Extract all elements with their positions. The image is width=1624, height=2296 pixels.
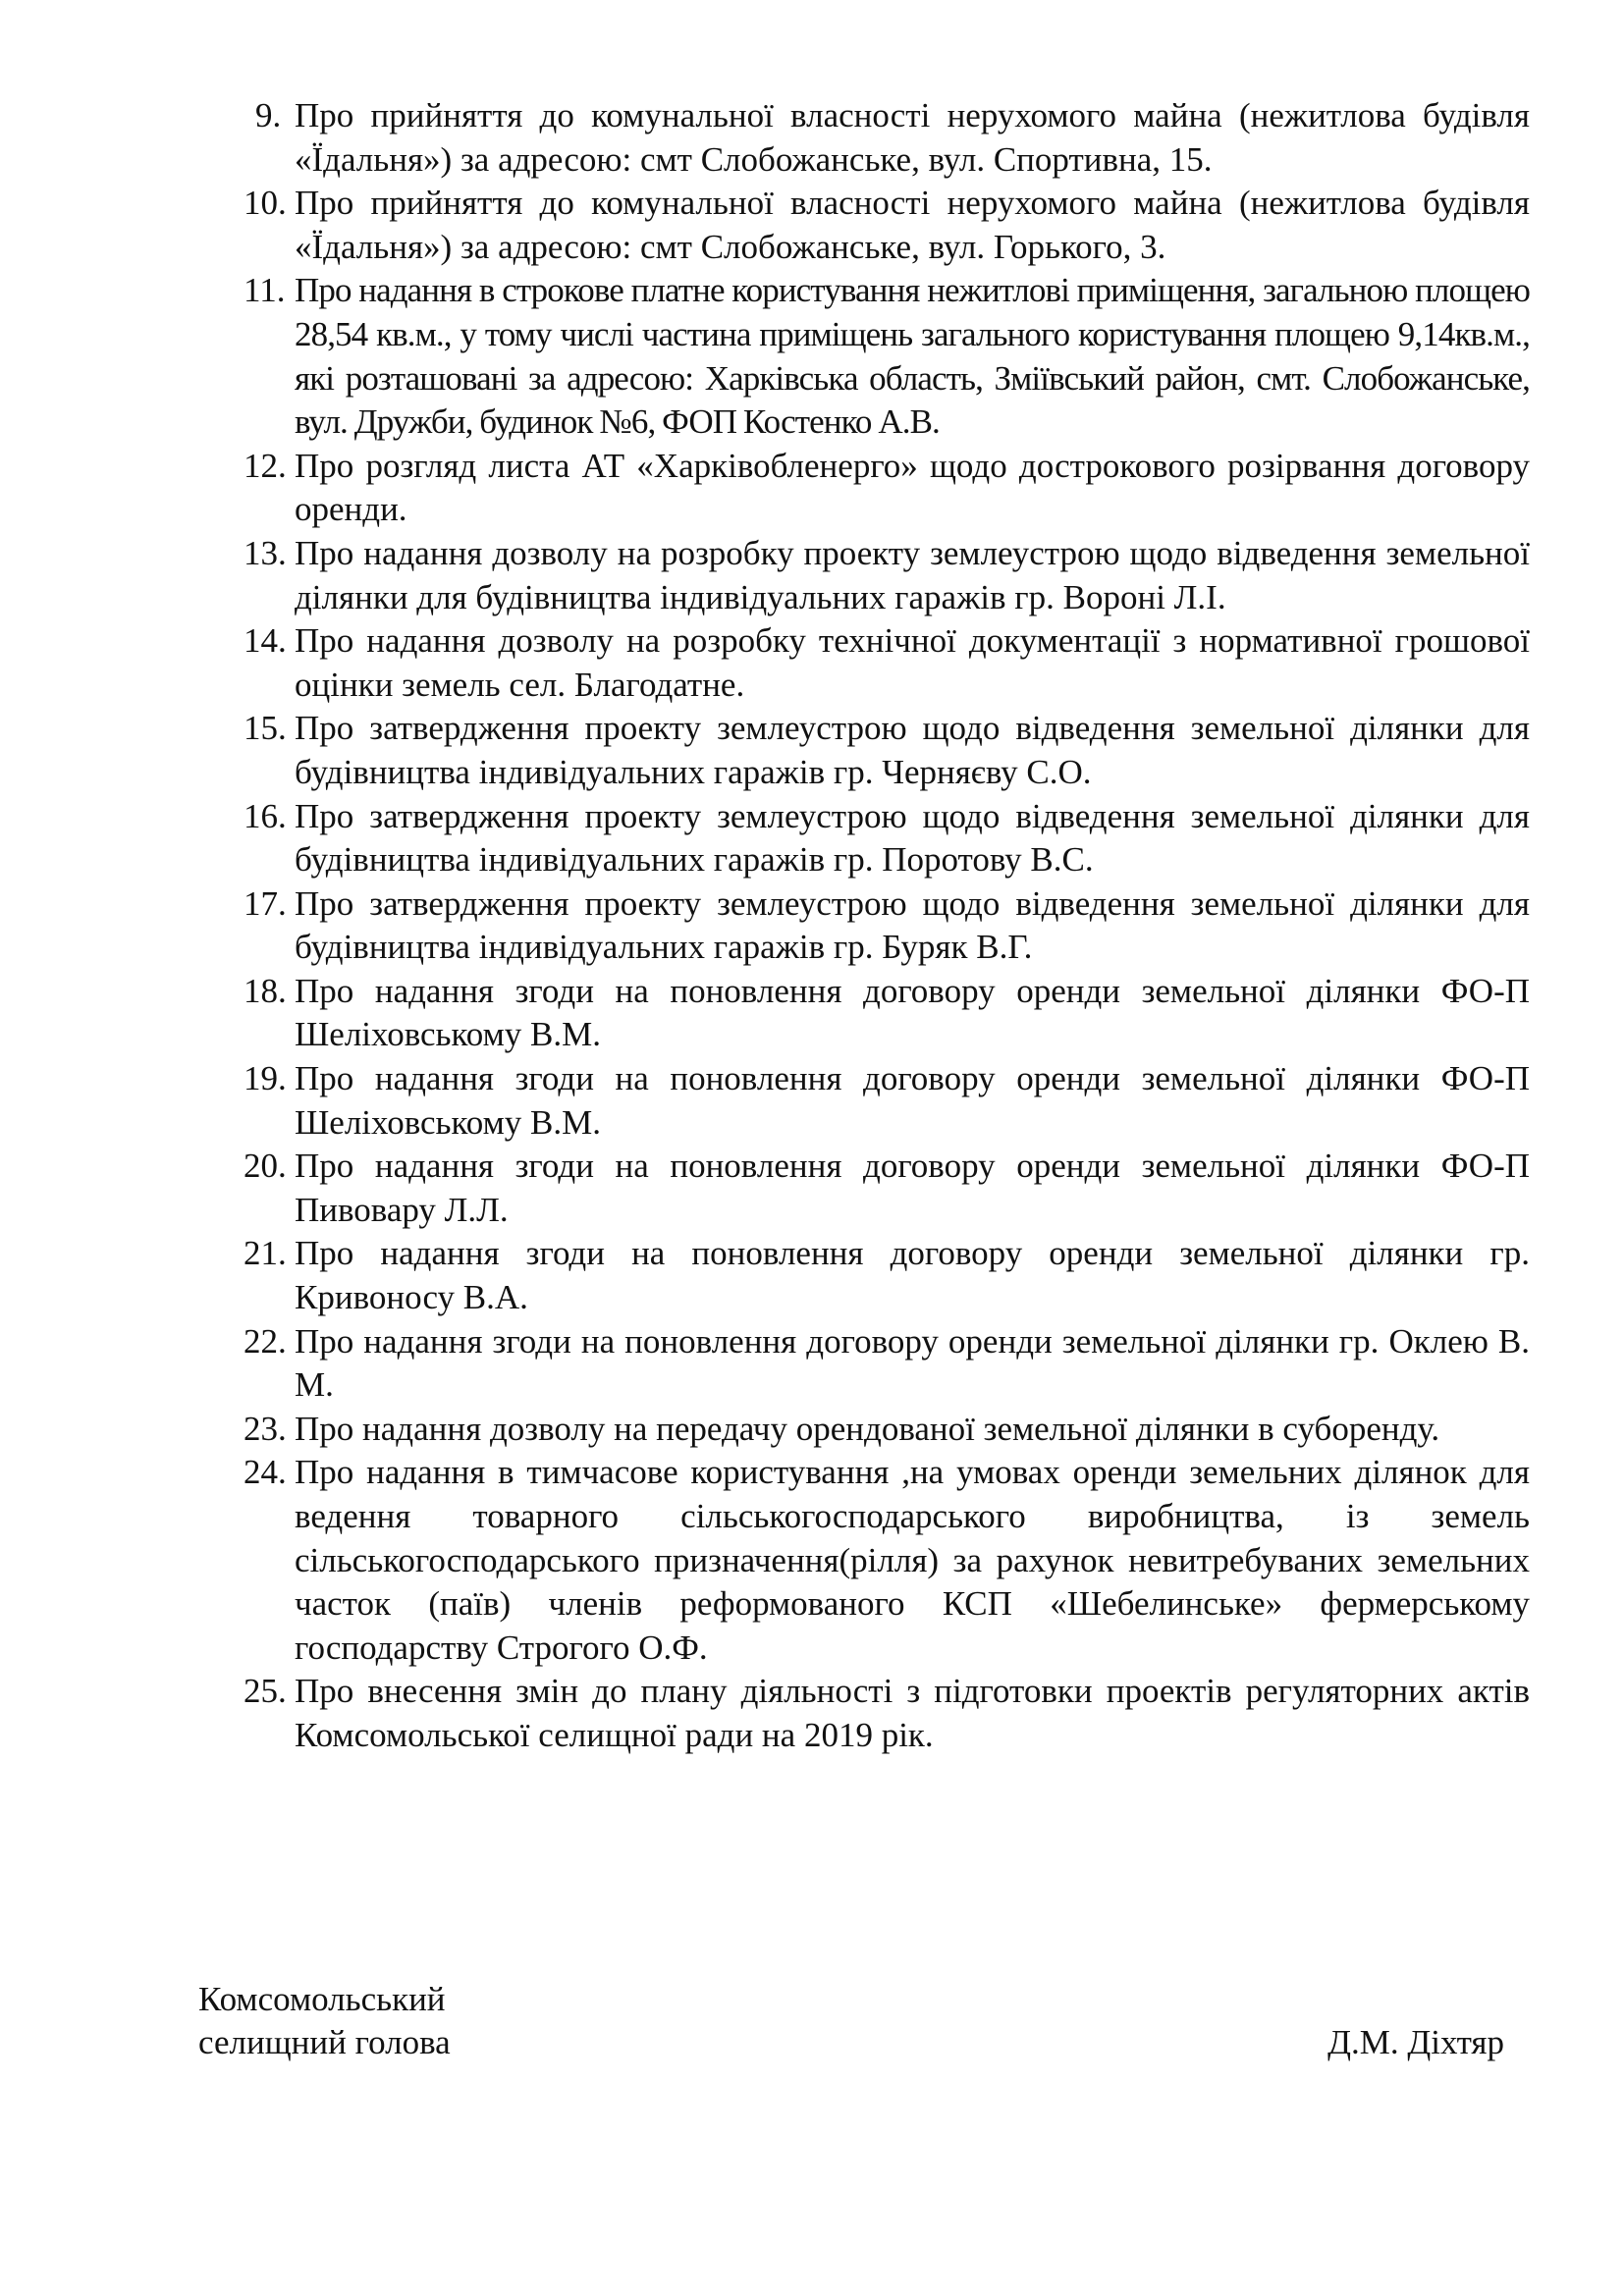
agenda-item xyxy=(244,1057,1530,1145)
agenda-item xyxy=(244,1320,1530,1408)
agenda-item-number: 19. xyxy=(244,1059,287,1098)
agenda-item-number: 12. xyxy=(244,446,287,485)
agenda-item xyxy=(244,269,1530,444)
agenda-item xyxy=(244,619,1530,707)
agenda-item-text: Про розгляд листа АТ «Харківобленерго» щодо дострокового розірвання договору оренди. xyxy=(295,446,1530,529)
agenda-item-text: Про надання дозволу на розробку технічної документації з нормативної грошової оцінки земель сел. Благодатне. xyxy=(295,621,1530,704)
agenda-item-text: Про надання в тимчасове користування ,на умовах оренди земельних ділянок для ведення товарного сільськогосподарського виробництва, із земель сільськогосподарського призначення(рілля) за рахунок невитребуваних земельних часток (паїв) членів реформованого КСП «Шебелинське» фермерському господарству Строгого О.Ф. xyxy=(295,1453,1530,1667)
signatory-title xyxy=(198,1978,451,2064)
agenda-item-number: 18. xyxy=(244,971,287,1010)
agenda-item-text: Про затвердження проекту землеустрою щодо відведення земельної ділянки для будівництва індивідуальних гаражів гр. Буряк В.Г. xyxy=(295,883,1530,967)
agenda-item-text: Про надання згоди на поновлення договору оренди земельної ділянки ФО-П Шеліховському В.М. xyxy=(295,1059,1530,1142)
agenda-item-number: 10. xyxy=(244,184,287,223)
agenda-item-text: Про надання згоди на поновлення договору оренди земельної ділянки гр. Оклею В. М. xyxy=(295,1321,1530,1405)
agenda-item-text: Про надання в строкове платне користування нежитлові приміщення, загальною площею 28,54 кв.м., у тому числі частина приміщень загального користування площею 9,14кв.м., які розташовані за адресою: Харківська область, Зміївський район, смт. Слобожанське, вул. Дружби, будинок №6, ФОП Костенко А.В. xyxy=(295,271,1530,442)
agenda-item-text: Про надання згоди на поновлення договору оренди земельної ділянки гр. Кривоносу В.А. xyxy=(295,1234,1530,1317)
agenda-item xyxy=(244,1670,1530,1757)
signature-block xyxy=(198,1978,1504,2076)
agenda-item-text: Про затвердження проекту землеустрою щодо відведення земельної ділянки для будівництва індивідуальних гаражів гр. Черняєву С.О. xyxy=(295,709,1530,791)
signatory-title-line: Комсомольський xyxy=(198,1980,446,2018)
agenda-item xyxy=(244,182,1530,269)
agenda-item-text: Про прийняття до комунальної власності нерухомого майна (нежитлова будівля «Їдальня») за адресою: смт Слобожанське, вул. Спортивна, 15. xyxy=(295,96,1530,179)
agenda-item xyxy=(244,1408,1530,1452)
agenda-item-number: 9. xyxy=(255,96,282,134)
agenda-item-text: Про надання згоди на поновлення договору оренди земельної ділянки ФО-П Шеліховському В.М. xyxy=(295,971,1530,1054)
agenda-item-number: 14. xyxy=(244,621,287,661)
agenda-item xyxy=(244,795,1530,882)
agenda-item-text: Про внесення змін до плану діяльності з підготовки проектів регуляторних актів Комсомольської селищної ради на 2019 рік. xyxy=(295,1672,1530,1754)
signatory-name: Д.М. Діхтяр xyxy=(1327,2023,1504,2061)
agenda-item-number: 24. xyxy=(244,1453,287,1492)
agenda-item xyxy=(244,882,1530,970)
agenda-item-number: 21. xyxy=(244,1234,287,1273)
agenda-item-number: 22. xyxy=(244,1321,287,1361)
agenda-item-number: 17. xyxy=(244,883,287,923)
agenda-item-number: 20. xyxy=(244,1147,287,1186)
agenda-item xyxy=(244,1232,1530,1319)
agenda-item-number: 15. xyxy=(244,709,287,748)
signatory-title-line: селищний голова xyxy=(198,2023,451,2061)
agenda-item-text: Про прийняття до комунальної власності нерухомого майна (нежитлова будівля «Їдальня») за адресою: смт Слобожанське, вул. Горького, 3. xyxy=(295,184,1530,266)
agenda-item-text: Про затвердження проекту землеустрою щодо відведення земельної ділянки для будівництва індивідуальних гаражів гр. Поротову В.С. xyxy=(295,796,1530,880)
agenda-item-number: 13. xyxy=(244,533,287,572)
agenda-item-number: 16. xyxy=(244,796,287,835)
agenda-item-number: 23. xyxy=(244,1409,287,1448)
agenda-item-number: 11. xyxy=(244,271,286,310)
agenda-item xyxy=(244,532,1530,619)
agenda-item xyxy=(244,970,1530,1057)
agenda-list xyxy=(244,94,1530,1758)
agenda-item-text: Про надання дозволу на розробку проекту землеустрою щодо відведення земельної ділянки для будівництва індивідуальних гаражів гр. Вороні Л.І. xyxy=(295,533,1530,616)
agenda-item-text: Про надання згоди на поновлення договору оренди земельної ділянки ФО-П Пивовару Л.Л. xyxy=(295,1147,1530,1229)
agenda-item-number: 25. xyxy=(244,1672,287,1711)
agenda-item xyxy=(244,1145,1530,1232)
agenda-item xyxy=(244,707,1530,794)
agenda-item xyxy=(244,445,1530,532)
agenda-item xyxy=(244,94,1530,182)
agenda-item xyxy=(244,1451,1530,1670)
agenda-item-text: Про надання дозволу на передачу орендованої земельної ділянки в суборенду. xyxy=(295,1409,1440,1448)
